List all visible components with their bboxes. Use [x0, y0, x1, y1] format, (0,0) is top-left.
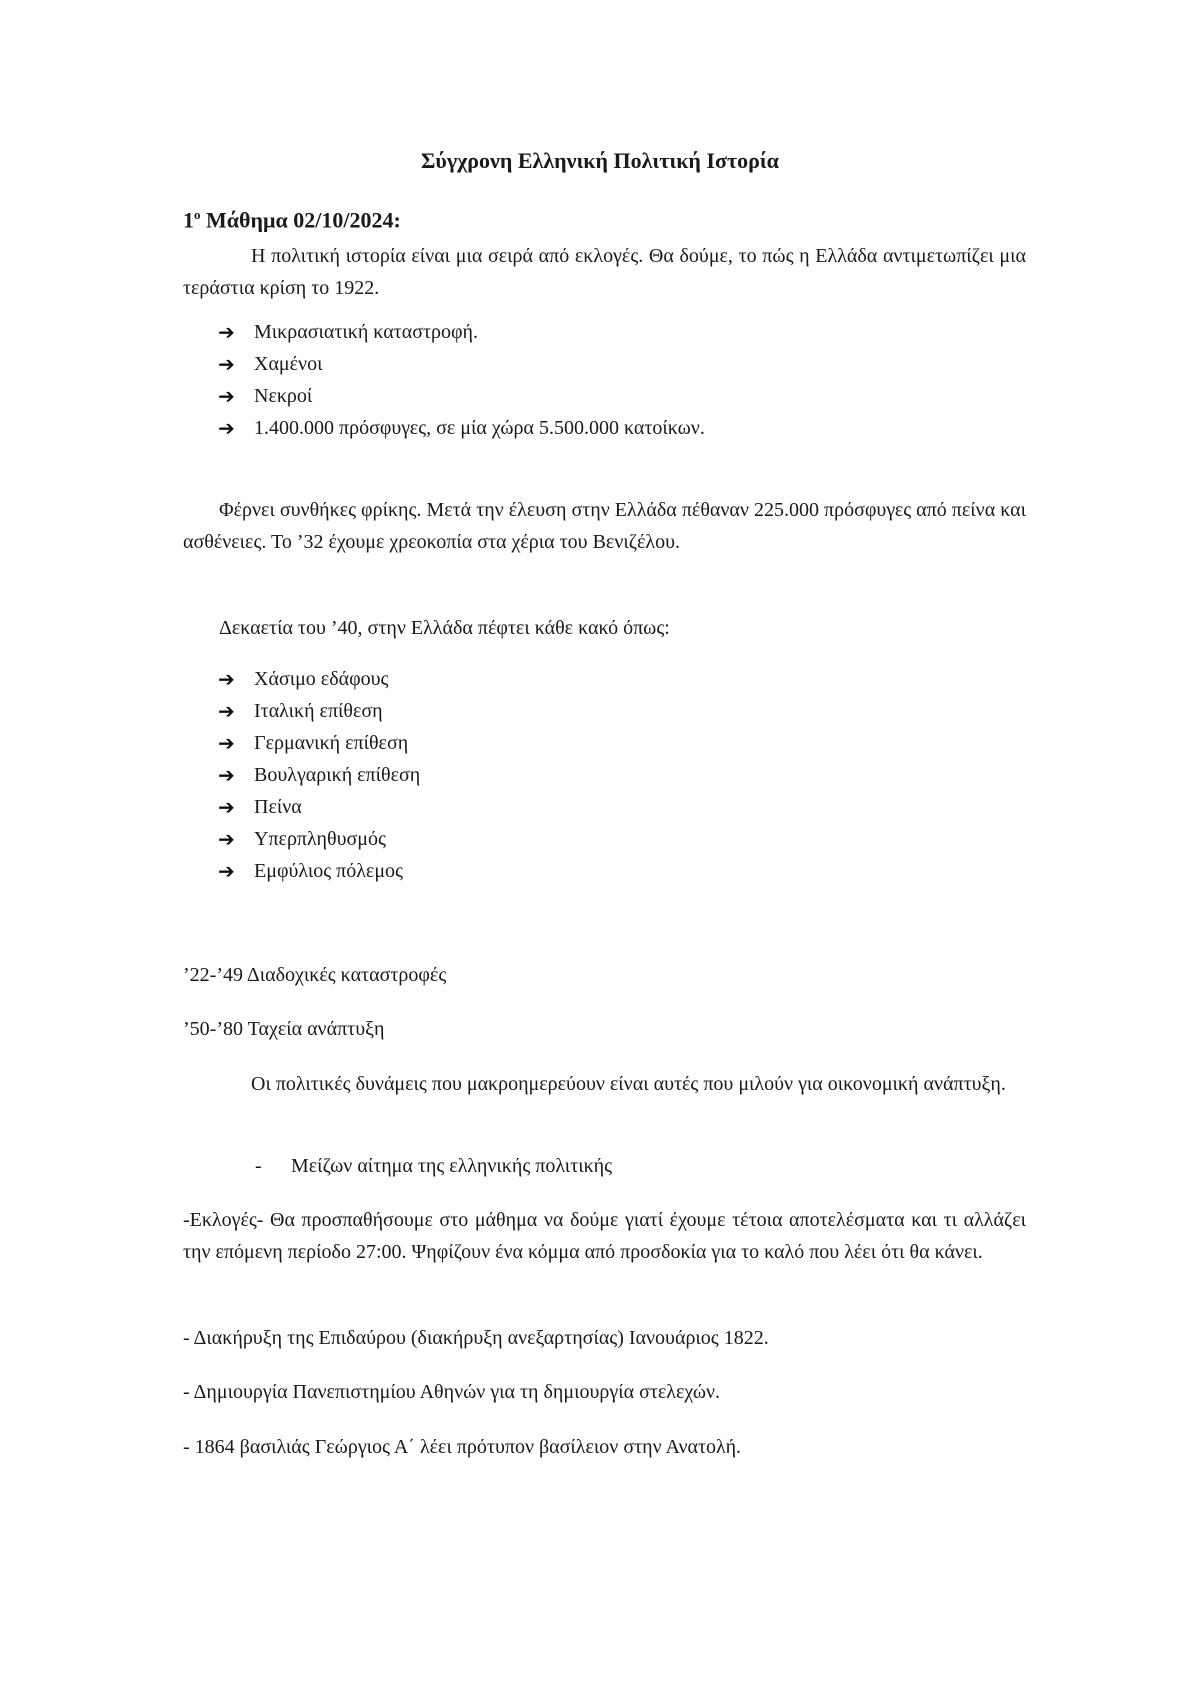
document-title: Σύγχρονη Ελληνική Πολιτική Ιστορία — [421, 148, 779, 173]
list-item: ➔ Πείνα — [218, 791, 420, 823]
list-item: ➔ Χάσιμο εδάφους — [218, 663, 420, 695]
dash-marker: - — [255, 1155, 262, 1177]
dash-list-item: - Μείζων αίτημα της ελληνικής πολιτικής — [255, 1150, 612, 1182]
lesson-heading — [183, 207, 401, 233]
arrow-right-icon: ➔ — [218, 731, 235, 755]
list-item: ➔ Υπερπληθυσμός — [218, 823, 420, 855]
lesson-heading-text: Μάθημα 02/10/2024: — [200, 207, 401, 233]
arrow-right-icon: ➔ — [218, 667, 235, 691]
line-university: - Δημιουργία Πανεπιστημίου Αθηνών για τη δημιουργία στελεχών. — [183, 1381, 721, 1403]
paragraph-elections: -Εκλογές- Θα προσπαθήσουμε στο μάθημα να δούμε γιατί έχουμε τέτοια αποτελέσματα και τι αλλάζει την επόμενη περίοδο 27:00. Ψηφίζουν ένα κόμμα από προσδοκία για το καλό που λέει ότι θα κάνει. — [183, 1209, 1026, 1263]
arrow-right-icon: ➔ — [218, 699, 235, 723]
list-item: ➔ Βουλγαρική επίθεση — [218, 759, 420, 791]
arrow-right-icon: ➔ — [218, 352, 235, 376]
bullet-list-catastrophe — [218, 316, 705, 444]
lesson-number: 1 — [183, 207, 194, 233]
paragraph-decade-40: Δεκαετία του ’40, στην Ελλάδα πέφτει κάθε κακό όπως: — [219, 617, 670, 639]
line-50-80: ’50-’80 Ταχεία ανάπτυξη — [183, 1018, 385, 1040]
line-1864: - 1864 βασιλιάς Γεώργιος Α΄ λέει πρότυπον βασίλειον στην Ανατολή. — [183, 1436, 742, 1458]
list-item: ➔ Νεκροί — [218, 380, 705, 412]
bullet-list-1940s — [218, 663, 420, 887]
line-22-49: ’22-’49 Διαδοχικές καταστροφές — [183, 964, 447, 986]
list-item: ➔ Χαμένοι — [218, 348, 705, 380]
list-item: ➔ Εμφύλιος πόλεμος — [218, 855, 420, 887]
line-epidaurus: - Διακήρυξη της Επιδαύρου (διακήρυξη ανεξαρτησίας) Ιανουάριος 1822. — [183, 1327, 769, 1349]
intro-paragraph: Η πολιτική ιστορία είναι μια σειρά από εκλογές. Θα δούμε, το πώς η Ελλάδα αντιμετωπίζει μια τεράστια κρίση το 1922. — [183, 245, 1026, 299]
arrow-right-icon: ➔ — [218, 827, 235, 851]
arrow-right-icon: ➔ — [218, 320, 235, 344]
list-item: ➔ Γερμανική επίθεση — [218, 727, 420, 759]
paragraph-political-forces: Οι πολιτικές δυνάμεις που μακροημερεύουν είναι αυτές που μιλούν για οικονομική ανάπτυξη. — [251, 1073, 1006, 1095]
arrow-right-icon: ➔ — [218, 384, 235, 408]
lesson-ordinal: ο — [194, 207, 201, 222]
arrow-right-icon: ➔ — [218, 416, 235, 440]
arrow-right-icon: ➔ — [218, 795, 235, 819]
list-item: ➔ Μικρασιατική καταστροφή. — [218, 316, 705, 348]
list-item: ➔ Ιταλική επίθεση — [218, 695, 420, 727]
arrow-right-icon: ➔ — [218, 763, 235, 787]
arrow-right-icon: ➔ — [218, 859, 235, 883]
list-item: ➔ 1.400.000 πρόσφυγες, σε μία χώρα 5.500.000 κατοίκων. — [218, 412, 705, 444]
paragraph-conditions: Φέρνει συνθήκες φρίκης. Μετά την έλευση στην Ελλάδα πέθαναν 225.000 πρόσφυγες από πείνα και ασθένειες. Το ’32 έχουμε χρεοκοπία στα χέρια του Βενιζέλου. — [183, 499, 1026, 553]
